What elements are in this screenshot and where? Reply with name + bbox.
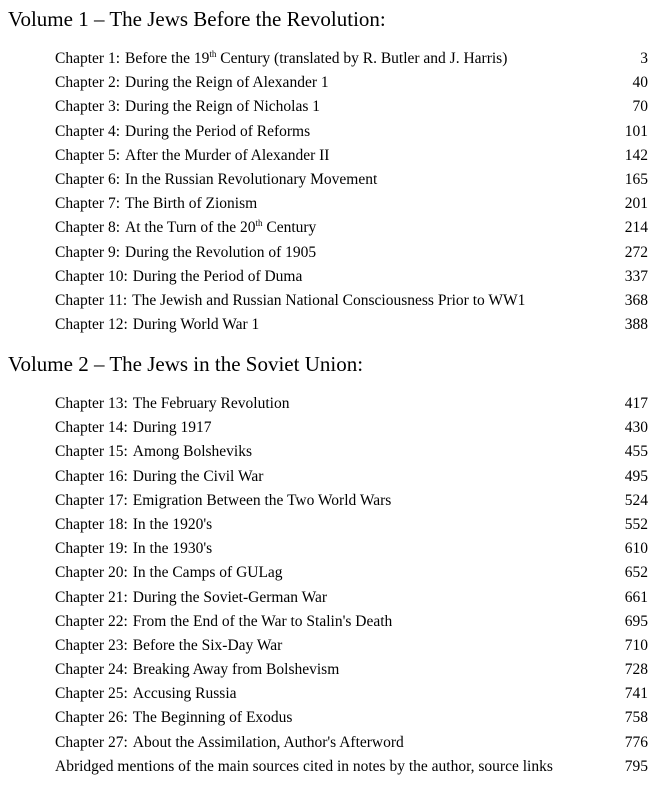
chapter-title: [125, 195, 257, 212]
title-part: In the Camps of GULag: [132, 564, 283, 582]
entry-text: [55, 731, 404, 755]
page-number: 214: [624, 219, 648, 237]
entry-text: [55, 586, 327, 610]
chapter-entry[interactable]: [55, 610, 648, 634]
page-number: 40: [632, 74, 648, 92]
page-number: 430: [624, 419, 648, 437]
chapter-number: Chapter 8:: [55, 219, 120, 237]
chapter-number: Chapter 15:: [55, 443, 128, 461]
entry-text: [55, 706, 292, 730]
chapter-number: Chapter 1:: [55, 50, 120, 67]
chapter-title: [133, 661, 340, 678]
title-part: During the Period of Reforms: [125, 122, 311, 140]
title-part: Century (translated by R. Butler and J. Harris): [216, 50, 508, 67]
title-part: During the Reign of Nicholas 1: [125, 98, 321, 116]
chapter-title: [133, 613, 393, 630]
title-part: During 1917: [132, 419, 212, 437]
entry-text: [55, 682, 237, 706]
title-part: During the Period of Duma: [132, 267, 303, 285]
chapter-title: [125, 219, 316, 236]
chapter-number: Chapter 7:: [55, 195, 120, 213]
entry-text: [55, 610, 392, 634]
chapter-number: Chapter 21:: [55, 588, 128, 606]
title-part: In the 1920's: [132, 515, 213, 533]
entry-text: [55, 47, 507, 71]
chapter-title: [132, 292, 525, 309]
page-number: 710: [624, 636, 648, 654]
title-part: During the Civil War: [132, 467, 264, 485]
chapter-entry[interactable]: [55, 706, 648, 730]
chapter-entry[interactable]: [55, 586, 648, 610]
title-part: Among Bolsheviks: [132, 443, 253, 461]
page-number: 455: [624, 443, 648, 461]
page-number: 795: [624, 757, 648, 775]
chapter-entry[interactable]: [55, 440, 648, 464]
title-part: The February Revolution: [132, 395, 290, 412]
chapter-number: Chapter 20:: [55, 564, 128, 582]
chapter-number: Chapter 4:: [55, 122, 120, 140]
entry-text: [55, 216, 316, 240]
sources-entry[interactable]: [55, 755, 648, 779]
chapter-title: [133, 316, 260, 333]
chapter-number: Chapter 19:: [55, 540, 128, 558]
page-number: 272: [624, 243, 648, 261]
title-part: Before the Six-Day War: [132, 636, 283, 654]
page-number: 552: [624, 515, 648, 533]
page-number: 695: [624, 612, 648, 630]
chapter-entry[interactable]: [55, 120, 648, 144]
chapter-entry[interactable]: [55, 168, 648, 192]
chapter-number: Chapter 23:: [55, 636, 128, 654]
title-part: Breaking Away from Bolshevism: [132, 661, 340, 679]
chapter-title: [133, 685, 237, 702]
chapter-entry[interactable]: [55, 265, 648, 289]
entry-text: [55, 634, 282, 658]
title-part: Before the 19: [125, 50, 210, 67]
sources-title: Abridged mentions of the main sources cited in notes by the author, source links: [55, 757, 553, 775]
title-part: In the 1930's: [132, 540, 213, 558]
chapter-entry[interactable]: [55, 95, 648, 119]
chapter-entry[interactable]: [55, 682, 648, 706]
page-number: 524: [624, 491, 648, 509]
chapter-title: [125, 244, 316, 261]
chapter-title: [133, 709, 293, 726]
chapter-title: [133, 492, 392, 509]
chapter-title: [133, 268, 303, 285]
page-number: 388: [624, 316, 648, 334]
chapter-entry[interactable]: [55, 537, 648, 561]
page-number: 758: [624, 709, 648, 727]
entry-text: [55, 192, 257, 216]
title-part: From the End of the War to Stalin's Death: [132, 612, 393, 630]
volume-2-heading: Volume 2 – The Jews in the Soviet Union:: [8, 352, 364, 376]
chapter-title: [133, 468, 264, 485]
volume-1-heading: Volume 1 – The Jews Before the Revolution:: [8, 7, 386, 31]
chapter-number: Chapter 18:: [55, 515, 128, 533]
title-part: The Beginning of Exodus: [132, 709, 293, 727]
page-number: 201: [624, 195, 648, 213]
title-part: During World War 1: [132, 316, 260, 334]
chapter-number: Chapter 11:: [55, 291, 128, 309]
chapter-number: Chapter 2:: [55, 74, 120, 92]
chapter-title: [133, 637, 283, 654]
chapter-entry[interactable]: [55, 513, 648, 537]
page-number: 776: [624, 733, 648, 751]
title-part: The Birth of Zionism: [125, 195, 258, 213]
title-part: During the Revolution of 1905: [125, 243, 317, 261]
page-number: 3: [640, 50, 648, 67]
chapter-number: Chapter 26:: [55, 709, 128, 727]
page-number: 728: [624, 661, 648, 679]
chapter-entry[interactable]: [55, 289, 648, 313]
page-number: 610: [624, 540, 648, 558]
chapter-entry[interactable]: [55, 47, 648, 71]
page-number: 70: [632, 98, 648, 116]
page-number: 661: [624, 588, 648, 606]
page-number: 368: [624, 291, 648, 309]
chapter-number: Chapter 12:: [55, 316, 128, 334]
entry-text: [55, 95, 320, 119]
chapter-entry[interactable]: [55, 192, 648, 216]
entry-text: [55, 755, 553, 779]
chapter-number: Chapter 17:: [55, 491, 128, 509]
chapter-entry[interactable]: [55, 634, 648, 658]
entry-text: [55, 241, 316, 265]
chapter-number: Chapter 16:: [55, 467, 128, 485]
chapter-title: [125, 50, 507, 67]
chapter-entry[interactable]: [55, 416, 648, 440]
chapter-title: [133, 419, 212, 436]
entry-text: [55, 489, 391, 513]
entry-text: [55, 416, 212, 440]
title-part: During the Reign of Alexander 1: [125, 74, 329, 92]
entry-text: [55, 465, 263, 489]
volume-1-toc: [55, 47, 648, 337]
chapter-number: Chapter 22:: [55, 612, 128, 630]
entry-text: [55, 313, 259, 337]
page-number: 101: [624, 122, 648, 140]
page-number: 337: [624, 267, 648, 285]
entry-text: [55, 144, 329, 168]
title-part: At the Turn of the 20: [125, 219, 256, 237]
page-number: 652: [624, 564, 648, 582]
entry-text: [55, 561, 283, 585]
chapter-title: [125, 98, 320, 115]
ordinal-suffix: th: [255, 218, 263, 229]
title-part: About the Assimilation, Author's Afterword: [132, 733, 404, 751]
chapter-number: Chapter 3:: [55, 98, 120, 116]
chapter-title: [133, 540, 212, 557]
entry-text: [55, 440, 252, 464]
chapter-entry[interactable]: [55, 144, 648, 168]
entry-text: [55, 658, 339, 682]
chapter-number: Chapter 6:: [55, 170, 120, 188]
ordinal-suffix: th: [209, 48, 217, 59]
chapter-entry[interactable]: [55, 392, 648, 416]
entry-text: [55, 71, 329, 95]
page-number: 142: [624, 146, 648, 164]
title-part: During the Soviet-German War: [132, 588, 328, 606]
title-part: The Jewish and Russian National Consciousness Prior to WW1: [132, 291, 526, 309]
chapter-title: [133, 395, 290, 412]
page-number: 165: [624, 170, 648, 188]
chapter-title: [125, 123, 310, 140]
title-part: In the Russian Revolutionary Movement: [125, 170, 378, 188]
entry-text: [55, 265, 302, 289]
entry-text: [55, 392, 289, 416]
chapter-number: Chapter 9:: [55, 243, 120, 261]
chapter-entry[interactable]: [55, 489, 648, 513]
volume-2-toc: [55, 392, 648, 779]
chapter-entry[interactable]: [55, 731, 648, 755]
chapter-number: Chapter 10:: [55, 267, 128, 285]
title-part: Emigration Between the Two World Wars: [132, 491, 392, 509]
chapter-number: Chapter 25:: [55, 685, 128, 703]
chapter-title: [133, 564, 283, 581]
chapter-entry[interactable]: [55, 465, 648, 489]
entry-text: [55, 537, 212, 561]
chapter-title: [133, 516, 212, 533]
chapter-entry[interactable]: [55, 216, 648, 240]
chapter-title: [125, 147, 329, 164]
page-number: 417: [624, 395, 648, 412]
chapter-entry[interactable]: [55, 561, 648, 585]
title-part: Century: [262, 219, 317, 237]
chapter-number: Chapter 14:: [55, 419, 128, 437]
page-number: 495: [624, 467, 648, 485]
chapter-entry[interactable]: [55, 71, 648, 95]
entry-text: [55, 513, 212, 537]
entry-text: [55, 120, 310, 144]
chapter-title: [133, 734, 404, 751]
chapter-entry[interactable]: [55, 241, 648, 265]
chapter-title: [133, 443, 252, 460]
entry-text: [55, 289, 525, 313]
chapter-entry[interactable]: [55, 658, 648, 682]
chapter-number: Chapter 27:: [55, 733, 128, 751]
chapter-number: Chapter 5:: [55, 146, 120, 164]
title-part: After the Murder of Alexander II: [125, 146, 330, 164]
chapter-title: [125, 171, 377, 188]
chapter-number: Chapter 24:: [55, 661, 128, 679]
chapter-title: [133, 589, 327, 606]
entry-text: [55, 168, 377, 192]
chapter-entry[interactable]: [55, 313, 648, 337]
page-number: 741: [624, 685, 648, 703]
title-part: Accusing Russia: [132, 685, 237, 703]
chapter-title: [125, 74, 329, 91]
chapter-number: Chapter 13:: [55, 395, 128, 412]
